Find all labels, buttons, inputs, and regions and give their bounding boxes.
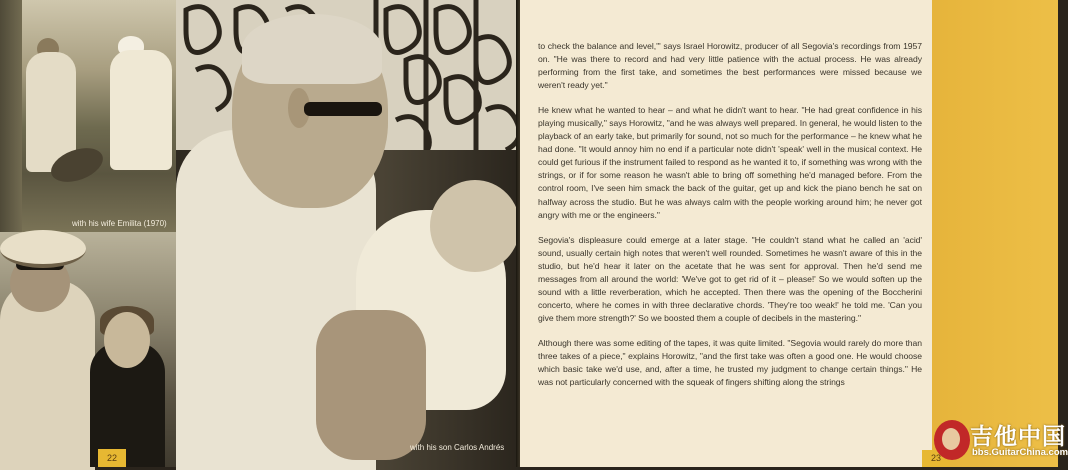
watermark [932,416,1068,467]
photo-garden [0,0,176,232]
left-page [0,0,520,467]
right-page [520,0,932,467]
photo-father-and-son [176,0,520,467]
woman-face [104,312,150,368]
watermark-url: bbs.GuitarChina.com [972,447,1068,458]
caption-wife: with his wife Emilita (1970) [72,219,167,228]
father-glasses [304,102,382,116]
photo-beach [0,232,176,467]
article-body [538,40,922,401]
page-number-right: 23 [922,450,950,467]
accent-band [932,0,1058,467]
straw-hat [0,230,86,268]
tree-trunk [0,0,22,232]
page-number-left: 22 [98,449,126,467]
father-hair [242,14,382,84]
person-figure [110,50,172,170]
father-hand [316,310,426,460]
caption-son: with his son Carlos Andrés [410,443,505,452]
paragraph: Segovia's displeasure could emerge at a later stage. "He couldn't stand what he called an 'acid' sound, usually certain high notes that weren't well rounded. Sometimes he wasn't aware of this in the studio, but he'd hear it later on the acetate that he was sent for approval. Then he'd send me messages from all around the world: 'We've got to get rid of it – please!' So we would soften up the sound with a little reverberation, which he accepted. Then there was the opening of the Boccherini concerto, where he comes in with three declarative chords. 'They're too weak!' he told me. 'Can you give them more strength?' So we boosted them a couple of decibels in the mastering." [538,234,922,323]
paragraph: Although there was some editing of the tapes, it was quite limited. "Segovia would rarely do more than three takes of a piece," explains Horowitz, "and the first take was often a good one. He would choose which basic take we'd use, and, after a time, he trusted my judgment to change certain things." He was not particularly concerned with the squeak of fingers shifting along the strings [538,337,922,388]
baby-head [430,180,520,272]
watermark-title: 吉他中国 [970,424,1066,450]
guitar-logo-inner [942,428,960,450]
paragraph: to check the balance and level,'" says Israel Horowitz, producer of all Segovia's recordings from 1957 on. "He was there to record and had very little patience with the actual process. He was already performing from the first take, and sometimes the best performances were missed because we weren't ready yet." [538,41,922,91]
paragraph: He knew what he wanted to hear – and what he didn't want to hear. "He had great confidence in his playing musically," says Horowitz, "and he was always well prepared. In general, he would listen to the playback of an early take, but primarily for sound, not so much for the performance – he knew what he had done. "It would annoy him no end if a particular note didn't 'speak' well in the musical context. He could get furious if the instrument failed to respond as he wanted it to, if something was wrong with the strings, or if for some reason he wasn't able to bring off something he'd managed before. From the control room, I've seen him smack the back of the guitar, get up and kick the piano bench he sat on halfway across the studio. But he was always calm with the people working around him; he never got angry with me or the engineers." [538,105,922,220]
